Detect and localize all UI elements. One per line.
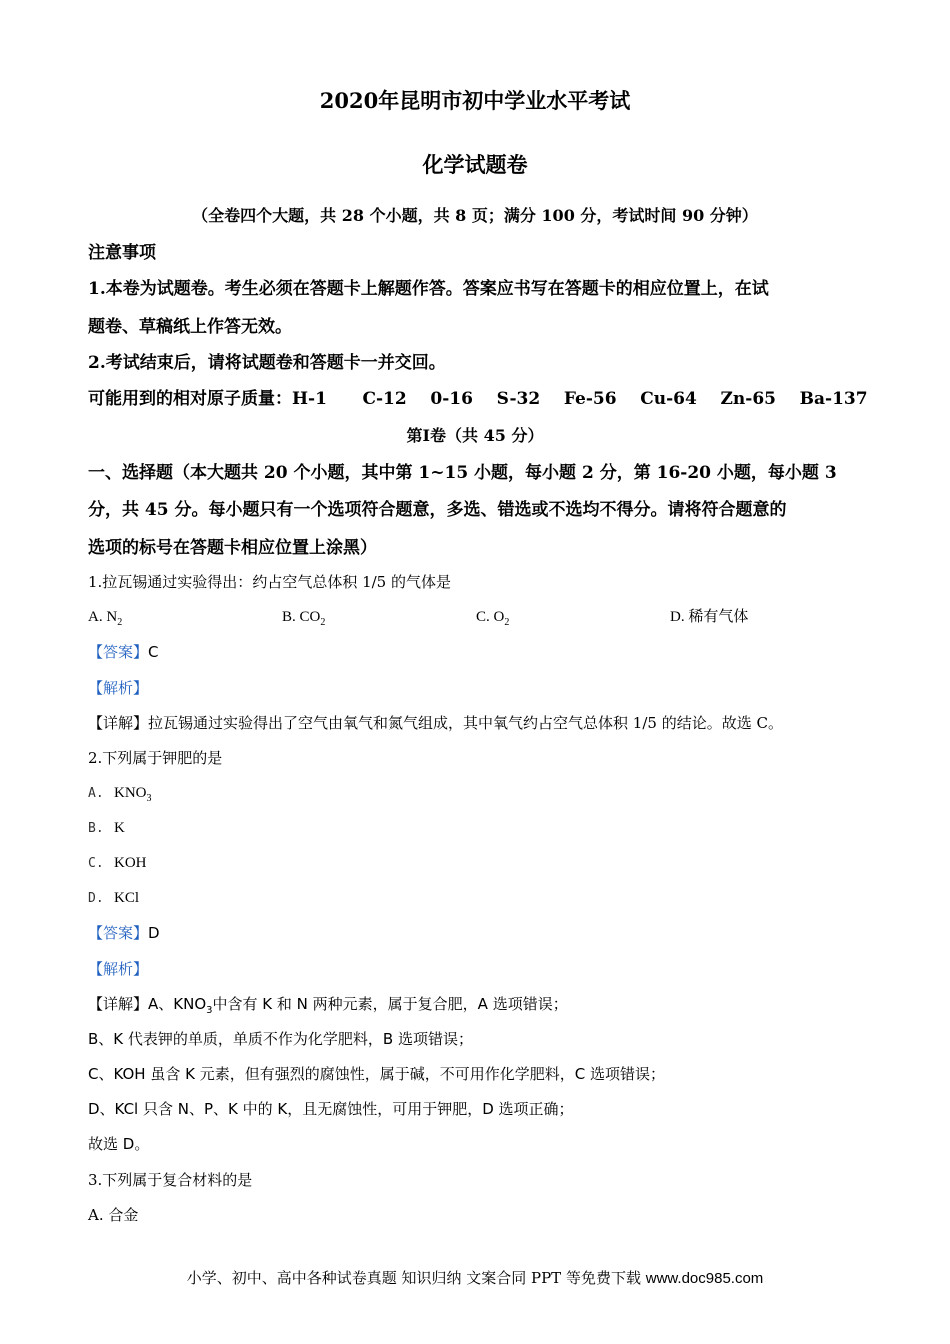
q2-option-b: B. K [88,820,125,836]
exam-subtitle: 化学试题卷 [422,152,528,177]
q2-analysis-label: 【解析】 [88,960,149,978]
notice-item-2: 2.考试结束后，请将试题卷和答题卡一并交回。 [88,353,446,373]
q2-conclusion: 故选 D。 [88,1135,150,1153]
q1-option-c: C. $O_2$ [476,609,510,628]
exam-info: （全卷四个大题，共 28 个小题，共 8 页；满分 100 分，考试时间 90 分钟） [192,206,758,225]
q1-option-b: B. $CO_2$ [282,609,326,628]
notice-item-1-line-1: 1.本卷为试题卷。考生必须在答题卡上解题作答。答案应书写在答题卡的相应位置上，在试 [88,279,769,299]
q3-stem: 3.下列属于复合材料的是 [88,1171,253,1189]
q2-detail-b: B、K 代表钾的单质，单质不作为化学肥料，B 选项错误； [88,1030,473,1048]
q1-option-d: D. 稀有气体 [670,609,749,625]
q2-detail-c: C、KOH 虽含 K 元素，但有强烈的腐蚀性，属于碱，不可用作化学肥料，C 选项错误； [88,1065,665,1083]
q1-option-a: A. $N_2$ [88,609,123,628]
q2-option-a: A. $KNO_3$ [88,785,152,804]
footer-link[interactable]: www.doc985.com [645,1270,764,1287]
q2-stem: 2.下列属于钾肥的是 [88,749,223,767]
answer-label: 【答案】 [88,924,149,942]
q1-answer: 【答案】C [88,643,159,661]
q1-stem: 1.拉瓦锡通过实验得出：约占空气总体积 1/5 的气体是 [88,573,451,591]
q3-option-a: A. 合金 [88,1206,139,1224]
notice-heading: 注意事项 [88,243,156,263]
section-intro-line-3: 选项的标号在答题卡相应位置上涂黑） [88,538,377,558]
section-intro-line-2: 分，共 45 分。每小题只有一个选项符合题意，多选、错选或不选均不得分。请将符合题意的 [88,500,787,520]
q2-detail-a: 【详解】A、$KNO_3$中含有 K 和 N 两种元素，属于复合肥，A 选项错误； [88,995,568,1016]
notice-item-1-line-2: 题卷、草稿纸上作答无效。 [88,317,292,337]
atomic-masses: 可能用到的相对原子质量：H-1 C-12 0-16 S-32 Fe-56 Cu-64 Zn-65 Ba-137 [88,389,868,409]
page-footer: 小学、初中、高中各种试卷真题 知识归纳 文案合同 PPT 等免费下载 www.doc985.com [186,1269,764,1287]
q2-detail-d: D、KCl 只含 N、P、K 中的 K，且无腐蚀性，可用于钾肥，D 选项正确； [88,1100,574,1118]
q2-option-c: C. KOH [88,855,147,871]
q1-analysis-label: 【解析】 [88,679,149,697]
part-1-heading: 第Ⅰ卷（共 45 分） [406,426,544,445]
answer-label: 【答案】 [88,643,149,661]
q2-option-d: D. KCl [88,890,140,906]
q1-detail: 【详解】拉瓦锡通过实验得出了空气由氧气和氮气组成，其中氧气约占空气总体积 1/5 的结论。故选 C。 [88,714,783,732]
exam-title: 2020年昆明市初中学业水平考试 [319,88,631,113]
section-intro-line-1: 一、选择题（本大题共 20 个小题，其中第 1~15 小题，每小题 2 分，第 16-20 小题，每小题 3 [88,463,837,483]
q2-answer: 【答案】D [88,924,160,942]
